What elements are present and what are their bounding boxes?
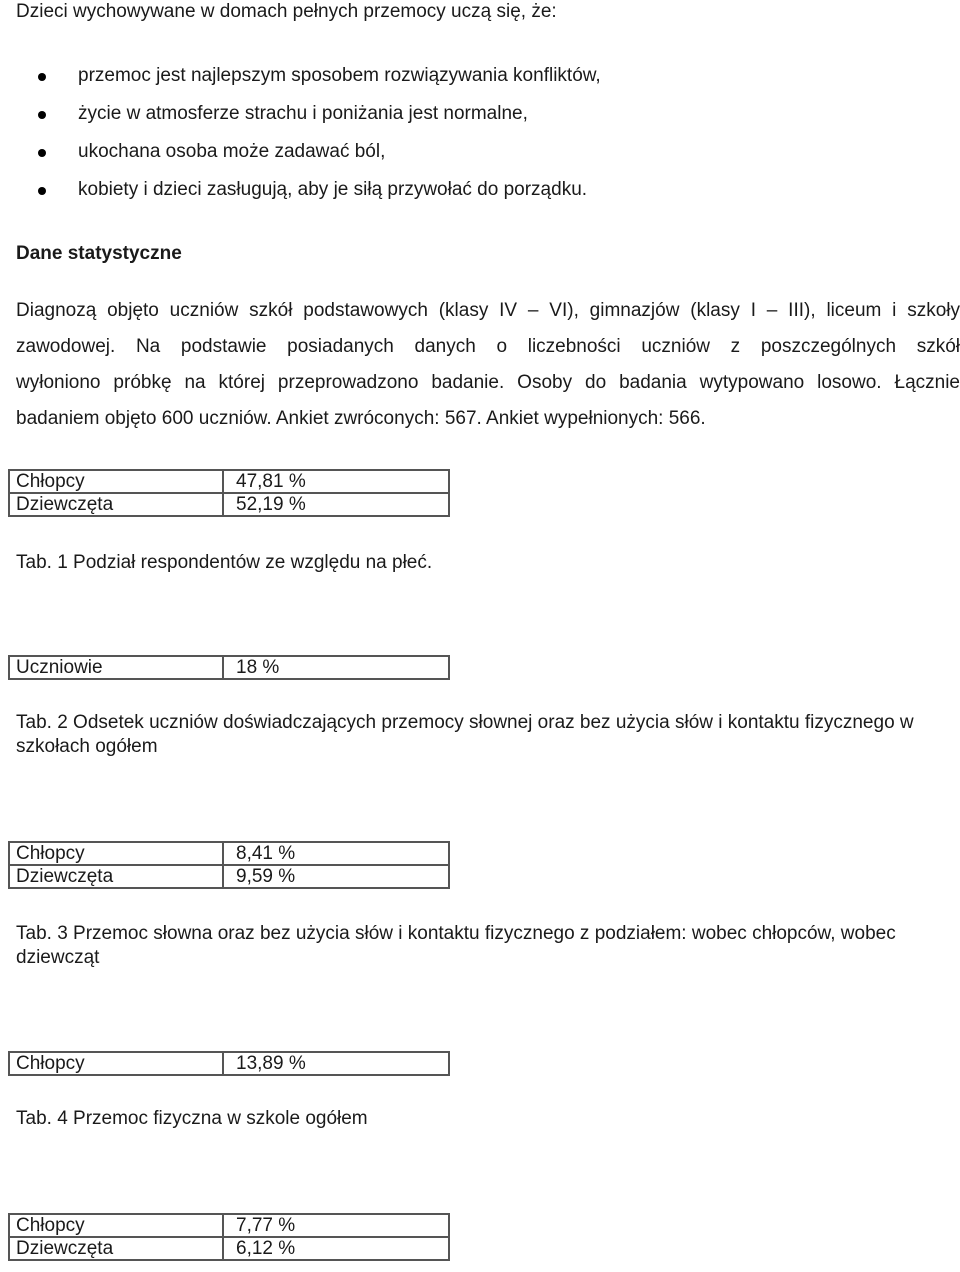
table-cell-value: 7,77 % bbox=[223, 1214, 449, 1237]
table-1 bbox=[8, 469, 450, 517]
table-4 bbox=[8, 1051, 450, 1076]
table-caption: Tab. 1 Podział respondentów ze względu na płeć. bbox=[16, 552, 433, 573]
section-heading: Dane statystyczne bbox=[16, 243, 182, 264]
table-row bbox=[9, 1052, 449, 1075]
table-cell-value: 47,81 % bbox=[223, 470, 449, 493]
table-cell-label: Dziewczęta bbox=[9, 1237, 223, 1260]
bullet-icon bbox=[38, 111, 46, 119]
table-caption: Tab. 2 Odsetek uczniów doświadczających przemocy słownej oraz bez użycia słów i kontaktu fizycznego w szkołach ogółem bbox=[16, 712, 914, 757]
table-5 bbox=[8, 1213, 450, 1261]
bullet-icon bbox=[38, 73, 46, 81]
paragraph-line: zawodowej. Na podstawie posiadanych danych o liczebności uczniów z poszczególnych szkół bbox=[16, 336, 960, 357]
list-item-text: kobiety i dzieci zasługują, aby je siłą przywołać do porządku. bbox=[78, 179, 588, 200]
table-cell-label: Uczniowie bbox=[9, 656, 223, 679]
table-cell-value: 8,41 % bbox=[223, 842, 449, 865]
table-cell-value: 9,59 % bbox=[223, 865, 449, 888]
intro-text: Dzieci wychowywane w domach pełnych przemocy uczą się, że: bbox=[16, 1, 557, 22]
bullet-icon bbox=[38, 149, 46, 157]
table-cell-label: Chłopcy bbox=[9, 1052, 223, 1075]
table-cell-value: 6,12 % bbox=[223, 1237, 449, 1260]
table-cell-value: 52,19 % bbox=[223, 493, 449, 516]
table-caption: Tab. 4 Przemoc fizyczna w szkole ogółem bbox=[16, 1108, 368, 1129]
table-cell-label: Dziewczęta bbox=[9, 865, 223, 888]
table-cell-value: 18 % bbox=[223, 656, 449, 679]
table-2 bbox=[8, 655, 450, 680]
list-item-text: życie w atmosferze strachu i poniżania jest normalne, bbox=[78, 103, 528, 124]
table-row bbox=[9, 656, 449, 679]
paragraph-line: wyłoniono próbkę na której przeprowadzono badanie. Osoby do badania wytypowano losowo. Łącznie bbox=[16, 372, 960, 393]
table-cell-label: Dziewczęta bbox=[9, 493, 223, 516]
table-row bbox=[9, 865, 449, 888]
table-cell-label: Chłopcy bbox=[9, 842, 223, 865]
table-cell-label: Chłopcy bbox=[9, 1214, 223, 1237]
bullet-icon bbox=[38, 187, 46, 195]
table-row bbox=[9, 493, 449, 516]
table-cell-value: 13,89 % bbox=[223, 1052, 449, 1075]
table-row bbox=[9, 1214, 449, 1237]
statistics-paragraph bbox=[16, 293, 960, 437]
paragraph-line: Diagnozą objęto uczniów szkół podstawowych (klasy IV – VI), gimnazjów (klasy I – III), liceum i szkoły bbox=[16, 300, 960, 321]
table-row bbox=[9, 842, 449, 865]
table-row bbox=[9, 1237, 449, 1260]
paragraph-line: badaniem objęto 600 uczniów. Ankiet zwróconych: 567. Ankiet wypełnionych: 566. bbox=[16, 408, 706, 429]
table-row bbox=[9, 470, 449, 493]
list-item-text: przemoc jest najlepszym sposobem rozwiązywania konfliktów, bbox=[78, 65, 601, 86]
list-item-text: ukochana osoba może zadawać ból, bbox=[78, 141, 386, 162]
table-cell-label: Chłopcy bbox=[9, 470, 223, 493]
table-3 bbox=[8, 841, 450, 889]
table-caption: Tab. 3 Przemoc słowna oraz bez użycia słów i kontaktu fizycznego z podziałem: wobec chłopców, wobec dziewcząt bbox=[16, 923, 896, 968]
